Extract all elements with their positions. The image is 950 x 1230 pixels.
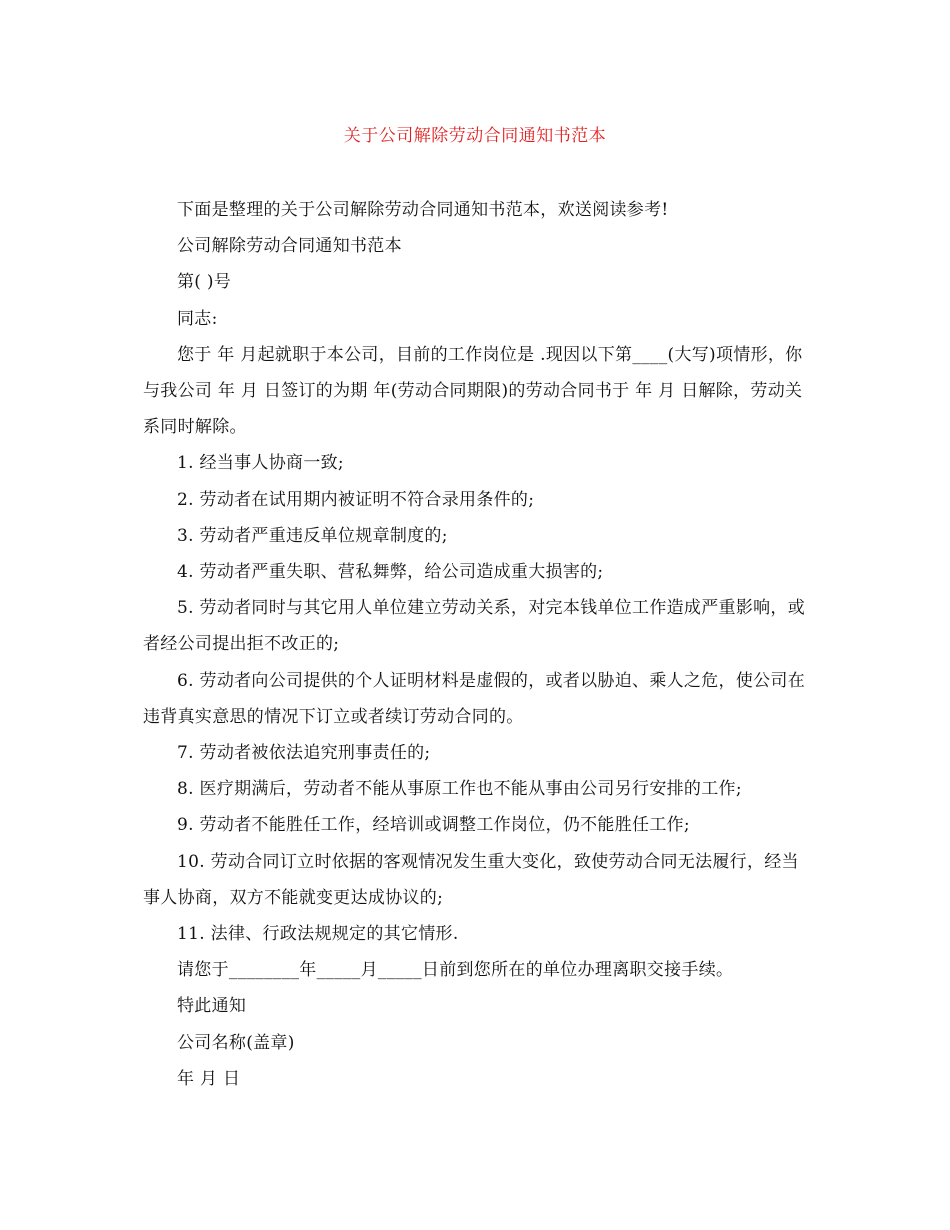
- closing-notice: 特此通知: [177, 996, 247, 1017]
- clause-item-9: 9. 劳动者不能胜任工作，经培训或调整工作岗位，仍不能胜任工作;: [177, 815, 690, 836]
- clause-item-7: 7. 劳动者被依法追究刑事责任的;: [177, 743, 431, 764]
- handover-deadline: 请您于________年_____月_____日前到您所在的单位办理离职交接手续。: [177, 960, 734, 981]
- notice-main-paragraph: 您于 年 月起就职于本公司，目前的工作岗位是 .现因以下第____(大写)项情形，你与我公司 年 月 日签订的为期 年(劳动合同期限)的劳动合同书于 年 月 日解除，劳动关系同时解除。: [143, 344, 803, 438]
- clause-item-6: 6. 劳动者向公司提供的个人证明材料是虚假的，或者以胁迫、乘人之危，使公司在违背真实意思的情况下订立或者续订劳动合同的。: [143, 670, 806, 727]
- clause-item-11: 11. 法律、行政法规规定的其它情形.: [177, 924, 459, 945]
- salutation: 同志:: [177, 308, 218, 329]
- date-line: 年 月 日: [177, 1068, 241, 1089]
- document-body: [143, 192, 807, 1097]
- intro-paragraph: 下面是整理的关于公司解除劳动合同通知书范本，欢送阅读参考!: [177, 200, 669, 220]
- notice-heading: 公司解除劳动合同通知书范本: [177, 236, 402, 257]
- clause-item-4: 4. 劳动者严重失职、营私舞弊，给公司造成重大损害的;: [177, 562, 604, 583]
- clause-item-2: 2. 劳动者在试用期内被证明不符合录用条件的;: [177, 489, 535, 510]
- clause-item-10: 10. 劳动合同订立时依据的客观情况发生重大变化，致使劳动合同无法履行，经当事人协商，双方不能就变更达成协议的;: [143, 851, 799, 908]
- clause-item-5: 5. 劳动者同时与其它用人单位建立劳动关系，对完本钱单位工作造成严重影响，或者经公司提出拒不改正的;: [143, 598, 806, 655]
- clause-item-1: 1. 经当事人协商一致;: [177, 453, 344, 474]
- clause-item-3: 3. 劳动者严重违反单位规章制度的;: [177, 525, 448, 546]
- document-title: 关于公司解除劳动合同通知书范本: [343, 126, 607, 146]
- company-seal-line: 公司名称(盖章): [177, 1032, 295, 1053]
- clause-item-8: 8. 医疗期满后，劳动者不能从事原工作也不能从事由公司另行安排的工作;: [177, 779, 742, 800]
- notice-number: 第( )号: [177, 272, 232, 293]
